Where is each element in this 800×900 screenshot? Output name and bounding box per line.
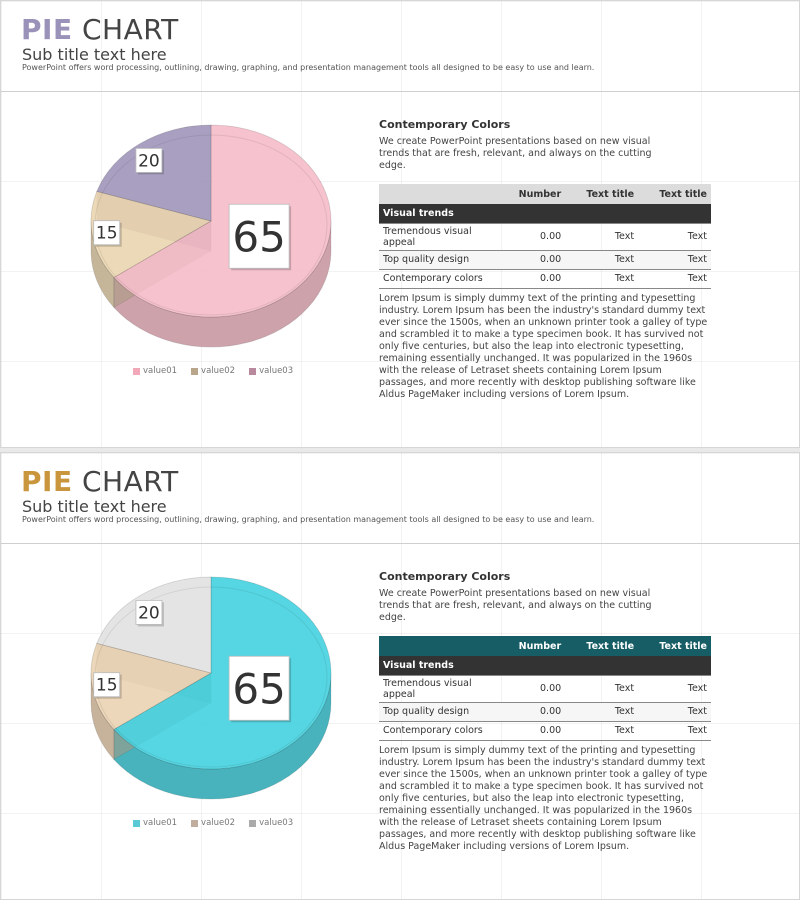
table-row xyxy=(379,702,711,721)
info-intro: We create PowerPoint presentations based on new visual trends that are fresh, relevant, and always on the cutting edge. xyxy=(379,136,652,171)
table-header-cell xyxy=(379,184,499,204)
legend-item xyxy=(191,818,235,828)
info-panel xyxy=(379,570,711,853)
table-header-cell xyxy=(379,636,499,656)
legend-label: value01 xyxy=(143,366,178,376)
slide-subtitle: Sub title text here xyxy=(22,45,167,64)
legend-item xyxy=(191,366,235,376)
data-table xyxy=(379,636,711,741)
table-cell: Text xyxy=(638,702,711,721)
table-cell: Text xyxy=(565,675,638,702)
slide-tagline: PowerPoint offers word processing, outlining, drawing, graphing, and presentation management tools all designed to be easy to use and learn. xyxy=(22,63,595,72)
chart-legend xyxy=(133,366,293,376)
pie-value-label xyxy=(94,221,122,247)
table-cell: 0.00 xyxy=(499,223,565,250)
legend-item xyxy=(249,818,293,828)
table-cell: Text xyxy=(565,702,638,721)
legend-label: value02 xyxy=(201,818,236,828)
label-text: 20 xyxy=(138,603,160,624)
legend-swatch xyxy=(191,368,198,375)
table-group-label: Visual trends xyxy=(379,656,711,675)
table-cell: Text xyxy=(638,223,711,250)
legend-item xyxy=(133,818,177,828)
label-text: 15 xyxy=(95,675,118,696)
header-divider xyxy=(1,543,800,544)
data-table xyxy=(379,184,711,289)
table-cell: 0.00 xyxy=(499,250,565,269)
legend-label: value03 xyxy=(259,366,294,376)
title-rest: CHART xyxy=(72,465,179,498)
table-header-cell: Number xyxy=(518,640,562,652)
info-heading: Contemporary Colors xyxy=(379,118,511,131)
table-cell: Tremendous visual appeal xyxy=(379,223,499,250)
legend-swatch xyxy=(249,820,256,827)
info-panel xyxy=(379,118,711,401)
body-text: Lorem Ipsum is simply dummy text of the printing and typesetting industry. Lorem Ipsum has been the industry's standard dummy text ever since the 1500s, when an unknown printer took a galley of type and scrambled it to make a type specimen book. It has survived not only five centuries, but also the leap into electronic typesetting, remaining essentially unchanged. It was popularized in the 1960s with the release of Letraset sheets containing Lorem Ipsum passages, and more recently with desktop publishing software like Aldus PageMaker including versions of Lorem Ipsum. xyxy=(379,292,708,400)
slide-title xyxy=(21,467,179,497)
legend-label: value03 xyxy=(259,818,294,828)
table-header-cell: Text title xyxy=(659,640,707,652)
title-accent: PIE xyxy=(21,465,73,498)
table-row xyxy=(379,269,711,288)
table-header-row xyxy=(379,636,711,656)
pie-chart xyxy=(71,111,361,361)
header-divider xyxy=(1,91,800,92)
table-header-cell: Number xyxy=(518,188,562,200)
title-rest: CHART xyxy=(72,13,179,46)
table-group-label: Visual trends xyxy=(379,204,711,223)
label-text: 65 xyxy=(232,664,286,714)
table-cell: Top quality design xyxy=(379,702,499,721)
table-cell: 0.00 xyxy=(499,675,565,702)
legend-swatch xyxy=(133,368,140,375)
pie-value-label xyxy=(136,600,164,626)
table-cell: 0.00 xyxy=(499,702,565,721)
table-cell: Top quality design xyxy=(379,250,499,269)
table-cell: 0.00 xyxy=(499,721,565,740)
table-row xyxy=(379,250,711,269)
table-row xyxy=(379,675,711,702)
legend-label: value02 xyxy=(201,366,236,376)
info-heading: Contemporary Colors xyxy=(379,570,511,583)
legend-label: value01 xyxy=(143,818,178,828)
table-cell: Tremendous visual appeal xyxy=(379,675,499,702)
slide-title xyxy=(21,15,179,45)
table-cell: Text xyxy=(638,675,711,702)
table-cell: Contemporary colors xyxy=(379,269,499,288)
slide-2 xyxy=(0,452,800,900)
legend-swatch xyxy=(249,368,256,375)
table-header-cell: Text title xyxy=(586,640,635,652)
chart-legend xyxy=(133,818,293,828)
pie-tops xyxy=(91,125,331,317)
legend-swatch xyxy=(133,820,140,827)
table-cell: Text xyxy=(638,269,711,288)
table-header-row xyxy=(379,184,711,204)
pie-value-label xyxy=(229,204,291,270)
pie-chart xyxy=(71,563,361,813)
label-text: 15 xyxy=(95,223,118,244)
table-row xyxy=(379,721,711,740)
table-cell: Text xyxy=(565,250,638,269)
title-accent: PIE xyxy=(21,13,73,46)
label-text: 65 xyxy=(232,212,286,262)
table-cell: Text xyxy=(565,721,638,740)
table-row xyxy=(379,223,711,250)
legend-swatch xyxy=(191,820,198,827)
table-group-row xyxy=(379,656,711,675)
pie-value-label xyxy=(94,673,122,699)
label-text: 20 xyxy=(138,151,160,172)
slide-subtitle: Sub title text here xyxy=(22,497,167,516)
table-cell: Contemporary colors xyxy=(379,721,499,740)
info-intro: We create PowerPoint presentations based on new visual trends that are fresh, relevant, and always on the cutting edge. xyxy=(379,588,652,623)
table-cell: Text xyxy=(565,269,638,288)
table-cell: 0.00 xyxy=(499,269,565,288)
pie-tops xyxy=(91,577,331,769)
pie-value-label xyxy=(229,656,291,722)
table-header-cell: Text title xyxy=(586,188,635,200)
table-group-row xyxy=(379,204,711,223)
body-text: Lorem Ipsum is simply dummy text of the printing and typesetting industry. Lorem Ipsum has been the industry's standard dummy text ever since the 1500s, when an unknown printer took a galley of type and scrambled it to make a type specimen book. It has survived not only five centuries, but also the leap into electronic typesetting, remaining essentially unchanged. It was popularized in the 1960s with the release of Letraset sheets containing Lorem Ipsum passages, and more recently with desktop publishing software like Aldus PageMaker including versions of Lorem Ipsum. xyxy=(379,744,708,852)
table-cell: Text xyxy=(638,721,711,740)
table-cell: Text xyxy=(565,223,638,250)
legend-item xyxy=(249,366,293,376)
slide-1 xyxy=(0,0,800,448)
pie-value-label xyxy=(136,148,164,174)
slide-tagline: PowerPoint offers word processing, outlining, drawing, graphing, and presentation management tools all designed to be easy to use and learn. xyxy=(22,515,595,524)
table-header-cell: Text title xyxy=(659,188,707,200)
legend-item xyxy=(133,366,177,376)
table-cell: Text xyxy=(638,250,711,269)
